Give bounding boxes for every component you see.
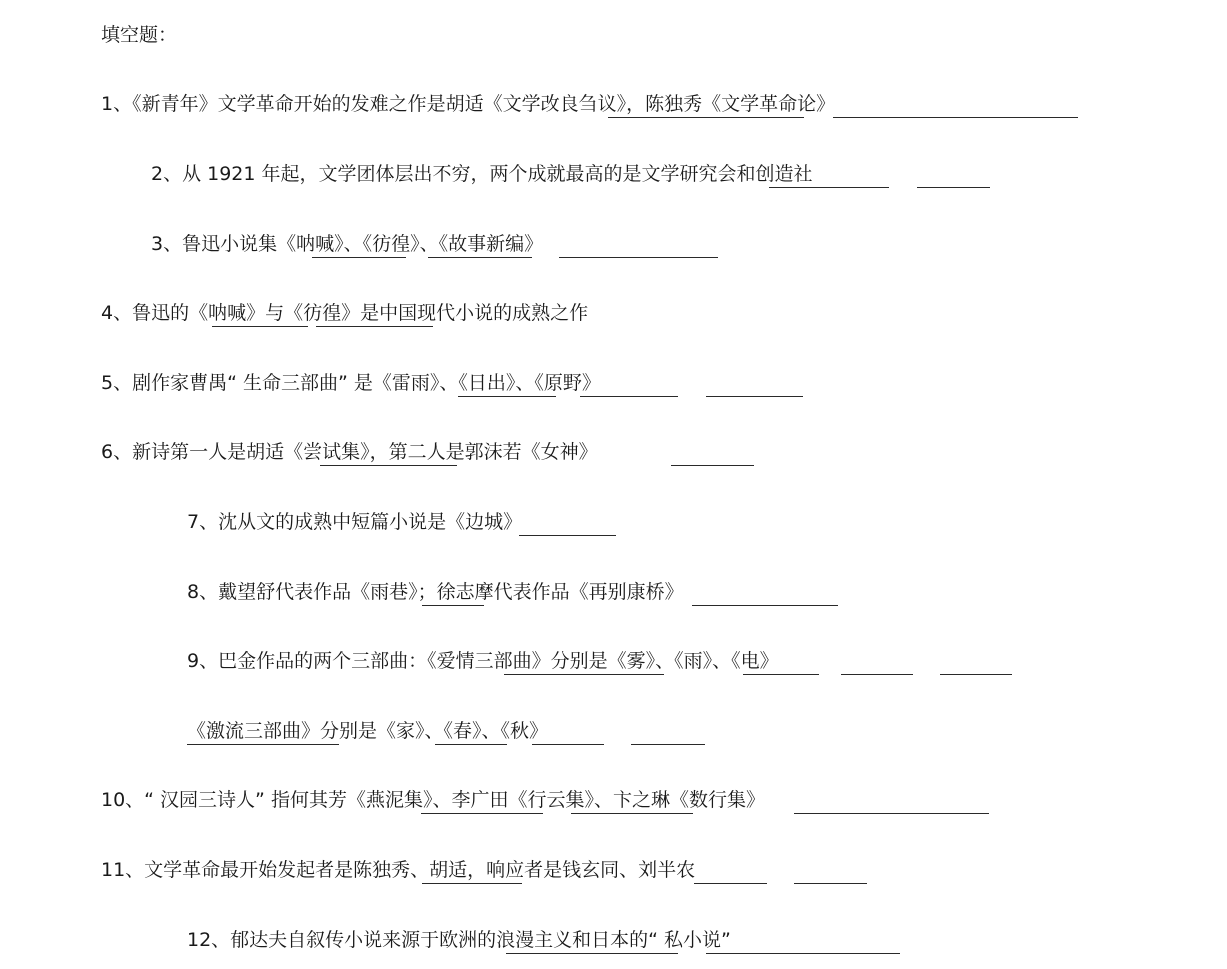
answer-blank	[316, 326, 433, 327]
answer-blank	[532, 744, 604, 745]
answer-blank	[743, 674, 819, 675]
answer-blank	[312, 257, 406, 258]
question-9-continued: 《激流三部曲》分别是《家》、《春》、《秋》	[187, 720, 549, 742]
answer-blank	[671, 465, 754, 466]
question-9: 9、巴金作品的两个三部曲：《爱情三部曲》分别是《雾》、《雨》、《电》	[187, 650, 779, 672]
question-3: 3、鲁迅小说集《呐喊》、《彷徨》、《故事新编》	[151, 233, 544, 255]
question-7: 7、沈从文的成熟中短篇小说是《边城》	[187, 511, 523, 533]
answer-blank	[769, 187, 889, 188]
answer-blank	[794, 883, 867, 884]
question-4: 4、鲁迅的《呐喊》与《彷徨》是中国现代小说的成熟之作	[101, 302, 589, 324]
answer-blank	[212, 326, 308, 327]
answer-blank	[422, 605, 484, 606]
answer-blank	[608, 117, 804, 118]
question-5: 5、剧作家曹禺“ 生命三部曲” 是《雷雨》、《日出》、《原野》	[101, 372, 601, 394]
answer-blank	[519, 535, 616, 536]
question-11: 11、文学革命最开始发起者是陈独秀、胡适，响应者是钱玄同、刘半农	[101, 859, 696, 881]
answer-blank	[571, 813, 693, 814]
answer-blank	[917, 187, 990, 188]
answer-blank	[320, 465, 457, 466]
question-8: 8、戴望舒代表作品《雨巷》；徐志摩代表作品《再别康桥》	[187, 581, 684, 603]
question-6: 6、新诗第一人是胡适《尝试集》，第二人是郭沫若《女神》	[101, 441, 598, 463]
answer-blank	[559, 257, 718, 258]
answer-blank	[506, 953, 678, 954]
answer-blank	[435, 744, 507, 745]
answer-blank	[458, 396, 556, 397]
question-10: 10、“ 汉园三诗人” 指何其芳《燕泥集》、李广田《行云集》、卞之琳《数行集》	[101, 789, 765, 811]
answer-blank	[504, 674, 664, 675]
answer-blank	[692, 605, 838, 606]
answer-blank	[833, 117, 1078, 118]
answer-blank	[940, 674, 1012, 675]
answer-blank	[706, 953, 900, 954]
section-heading: 填空题：	[101, 24, 178, 46]
answer-blank	[694, 883, 767, 884]
answer-blank	[631, 744, 705, 745]
answer-blank	[706, 396, 803, 397]
answer-blank	[841, 674, 913, 675]
answer-blank	[422, 883, 522, 884]
answer-blank	[187, 744, 339, 745]
question-2: 2、从 1921 年起，文学团体层出不穷，两个成就最高的是文学研究会和创造社	[151, 163, 813, 185]
answer-blank	[421, 813, 543, 814]
answer-blank	[794, 813, 989, 814]
answer-blank	[580, 396, 678, 397]
question-12: 12、郁达夫自叙传小说来源于欧洲的浪漫主义和日本的“ 私小说”	[187, 929, 731, 951]
question-1: 1、《新青年》文学革命开始的发难之作是胡适《文学改良刍议》，陈独秀《文学革命论》	[101, 93, 836, 115]
answer-blank	[428, 257, 532, 258]
